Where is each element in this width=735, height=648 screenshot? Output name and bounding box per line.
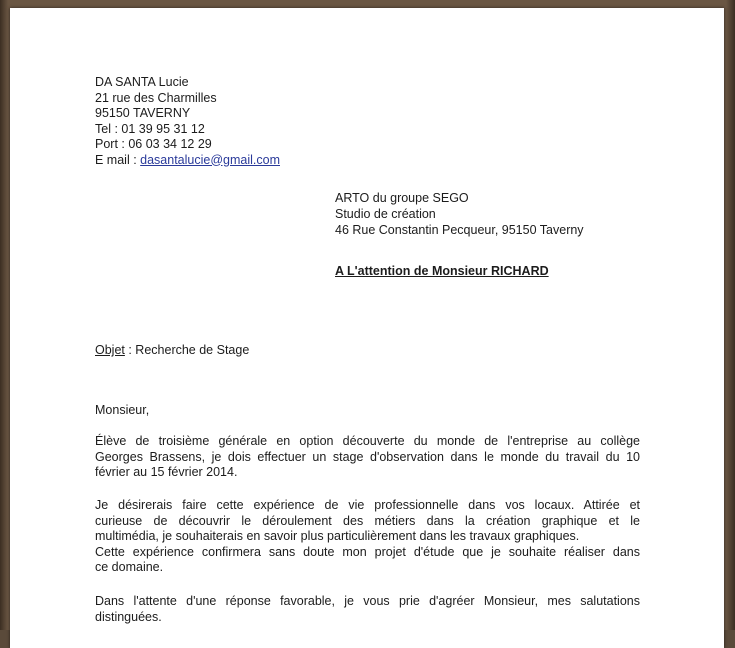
sender-name: DA SANTA Lucie [95,75,189,89]
paragraph-line: Je désirerais faire cette expérience de vie professionnelle dans vos locaux. Attirée et [95,498,640,512]
sender-email-label: E mail : [95,152,141,167]
greeting: Monsieur, [95,403,150,417]
paragraph-line: février au 15 février 2014. [95,465,238,479]
paragraph-line: ce domaine. [95,560,164,574]
paragraph-line: distinguées. [95,609,162,624]
recipient-company: ARTO du groupe SEGO [335,191,469,205]
paragraph-line: Élève de troisième générale en option découverte du monde de l'entreprise au collège [95,434,640,448]
paragraph-line: Dans l'attente d'une réponse favorable, je vous prie d'agréer Monsieur, mes salutations [95,594,640,608]
subject-text: : Recherche de Stage [124,343,250,357]
paragraph-line: Cette expérience confirmera sans doute mon projet d'étude que je souhaite réaliser dans [95,544,640,559]
recipient-address: 46 Rue Constantin Pecqueur, 95150 Taverny [335,223,584,237]
paragraph-line: Georges Brassens, je dois effectuer un stage d'observation dans le monde du travail du 10 [95,449,640,464]
sender-tel: Tel : 01 39 95 31 12 [95,121,205,136]
paragraph-closing [95,594,640,625]
subject-line [95,343,249,358]
sender-email-link[interactable]: dasantalucie@gmail.com [140,152,280,167]
sender-block [95,75,280,168]
recipient-department: Studio de création [335,207,436,221]
paragraph-line: multimédia, je souhaiterais en savoir plus particulièrement dans les travaux graphiques. [95,529,580,543]
paragraph-intro [95,434,640,481]
paragraph-line: curieuse de découvrir le déroulement des métiers dans la création graphique et le [95,513,640,528]
sender-city: 95150 TAVERNY [95,106,191,120]
sender-port: Port : 06 03 34 12 29 [95,137,212,151]
recipient-block [335,191,584,239]
letter-page [10,8,724,648]
paragraph-motivation [95,498,640,576]
sender-street: 21 rue des Charmilles [95,90,217,105]
attention-line: A L'attention de Monsieur RICHARD [335,264,549,278]
sender-email-line [95,153,280,169]
subject-label: Objet [95,343,125,357]
